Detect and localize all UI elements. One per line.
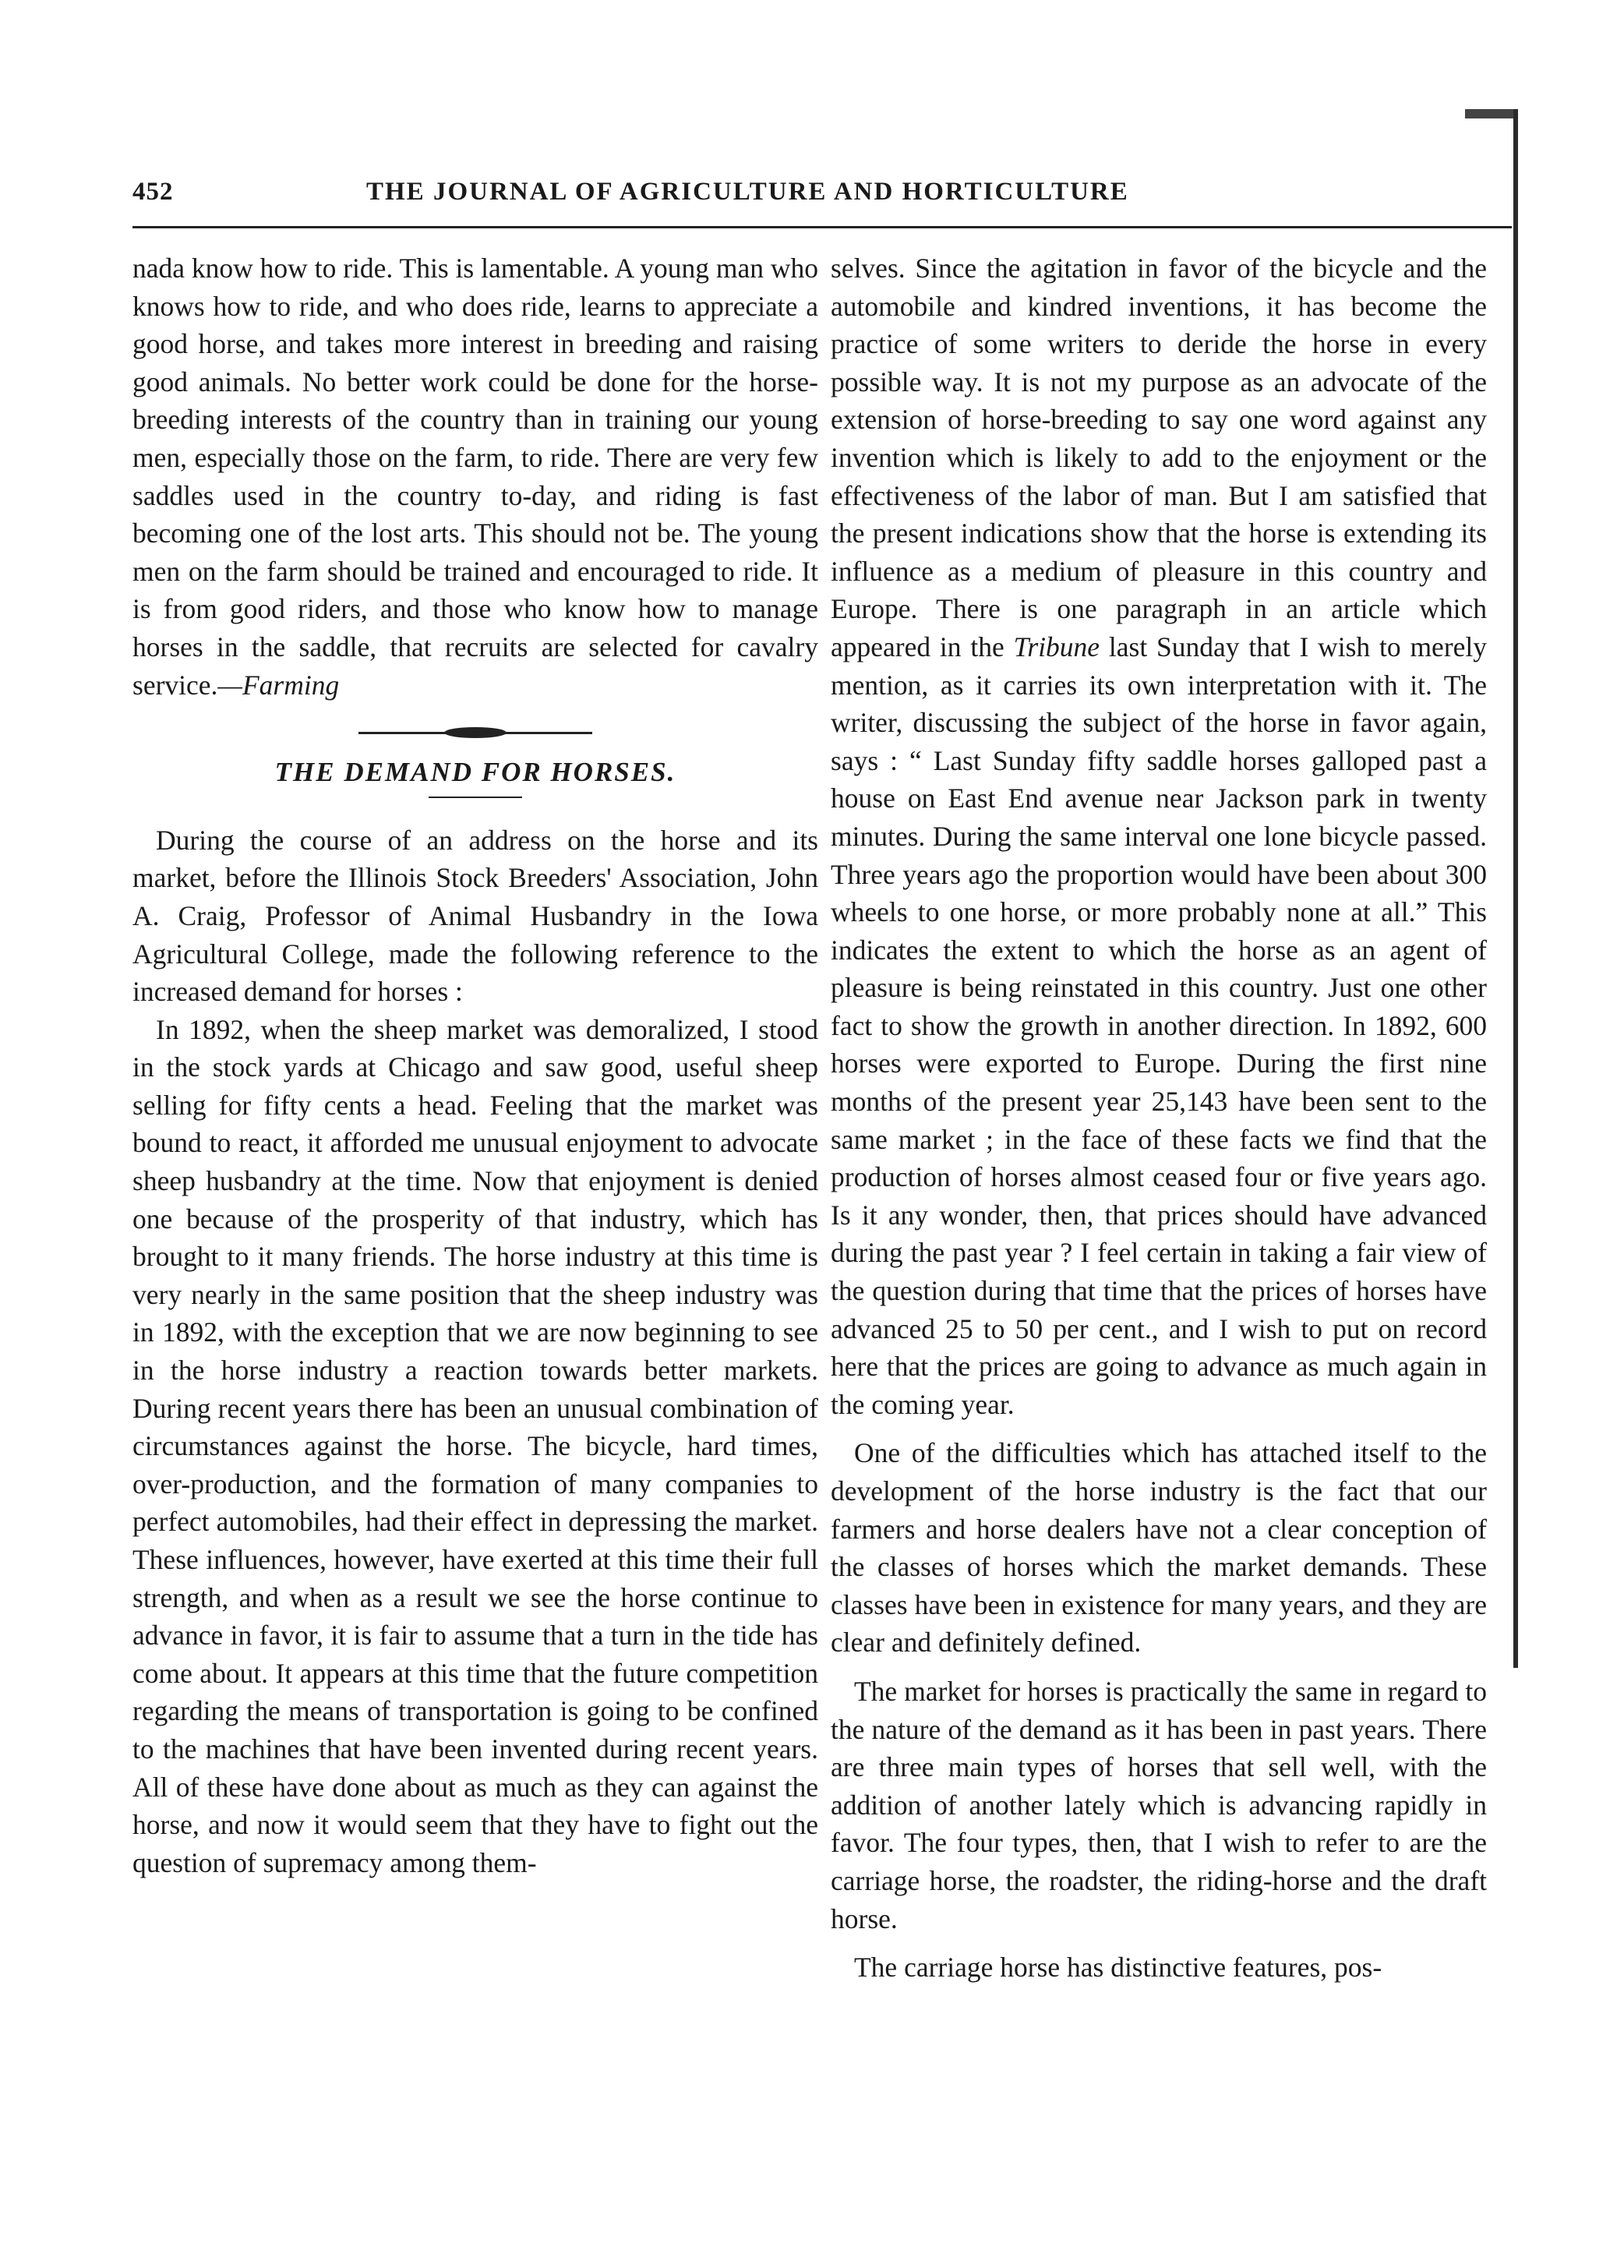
paragraph-gap bbox=[831, 1938, 1487, 1948]
paragraph-gap bbox=[831, 1423, 1487, 1434]
paragraph: The market for horses is practically the same in regard to the nature of the demand as it has been in past years. There are three main types of horses that sell well, with the addition of another lately which is advancing rapidly in favor. The four types, then, that I wish to refer to are the carriage horse, the roadster, the riding-horse and the draft horse. bbox=[831, 1675, 1487, 1934]
paragraph-text: selves. Since the agitation in favor of the bicycle and the automobile and kindred inventions, it has become the practice of some writers to deride the horse in every possible way. It is not my purpose as an advocate of the extension of horse-breeding to say one word against any invention which is likely to add to the enjoyment or the effectiveness of the labor of man. But I am satisfied that the present indications show that the horse is extending its influence as a medium of pleasure in this country and Europe. There is one paragraph in an article which appeared in the bbox=[831, 253, 1487, 662]
page-edge-corner bbox=[1465, 109, 1518, 118]
newspaper-name: Tribune bbox=[1013, 631, 1100, 662]
paragraph: During the course of an address on the horse and its market, before the Illinois Stock Breeders' Association, John A. Craig, Professor of Animal Husbandry in the Iowa Agricultural College, made the following reference to the increased demand for horses : bbox=[132, 824, 818, 1008]
paragraph bbox=[132, 249, 818, 704]
source-attribution: —Farming bbox=[217, 669, 340, 701]
paragraph-text: last Sunday that I wish to merely mention, as it carries its own interpretation with it. The writer, discussing the subject of the horse in favor again, says : “ Last Sunday fifty saddle horses galloped past a house on East End avenue near Jackson park in twenty minutes. During the same interval one lone bicycle passed. Three years ago the proportion would have been about 300 wheels to one horse, or more probably none at all.” This indicates the extent to which the horse as an agent of pleasure is being reinstated in this country. Just one other fact to show the growth in another direction. In 1892, 600 horses were exported to Europe. During the first nine months of the present year 25,143 have been sent to the same market ; in the face of these facts we find that the production of horses almost ceased four or five years ago. Is it any wonder, then, that prices should have advanced during the past year ? I feel certain in taking a fair view of the question during that time that the prices of horses have advanced 25 to 50 per cent., and I wish to put on record here that the prices are going to advance as much again in the coming year. bbox=[831, 631, 1488, 1420]
paragraph bbox=[831, 249, 1487, 1423]
page-edge-rule bbox=[1513, 109, 1518, 1668]
paragraph-gap bbox=[831, 1662, 1487, 1673]
right-column bbox=[831, 249, 1487, 1987]
section-ornament bbox=[358, 727, 592, 738]
paragraph: The carriage horse has distinctive features, pos- bbox=[854, 1952, 1382, 1984]
section-title: THE DEMAND FOR HORSES. bbox=[274, 757, 676, 788]
title-rule bbox=[429, 797, 522, 798]
ornament-center bbox=[444, 727, 507, 738]
page-header bbox=[132, 178, 1512, 217]
page-number: 452 bbox=[132, 178, 174, 206]
paragraph: In 1892, when the sheep market was demoralized, I stood in the stock yards at Chicago and saw good, useful sheep selling for fifty cents a head. Feeling that the market was bound to react, it afforded me unusual enjoyment to advocate sheep husbandry at the time. Now that enjoyment is denied one because of the prosperity of that industry, which has brought to it many friends. The horse industry at this time is very nearly in the same position that the sheep industry was in 1892, with the exception that we are now beginning to see in the horse industry a reaction towards better markets. During recent years there has been an unusual combination of circumstances against the horse. The bicycle, hard times, over-production, and the formation of many companies to perfect automobiles, had their effect in depressing the market. These influences, however, have exerted at this time their full strength, and when as a result we see the horse continue to advance in favor, it is fair to assume that a turn in the tide has come about. It appears at this time that the future competition regarding the means of transportation is going to be confined to the machines that have been invented during recent years. All of these have done about as much as they can against the horse, and now it would seem that they have to fight out the question of supremacy among them- bbox=[132, 1013, 818, 1878]
paragraph: One of the difficulties which has attached itself to the development of the horse industry is the fact that our farmers and horse dealers have not a clear conception of the classes of horses which the market demands. These classes have been in existence for many years, and they are clear and definitely defined. bbox=[831, 1437, 1487, 1659]
running-title: THE JOURNAL OF AGRICULTURE AND HORTICULTURE bbox=[366, 178, 1129, 206]
paragraph-text: nada know how to ride. This is lamentable. A young man who knows how to ride, and who does ride, learns to appreciate a good horse, and takes more interest in breeding and raising good animals. No better work could be done for the horse-breeding interests of the country than in training our young men, especially those on the farm, to ride. There are very few saddles used in the country to-day, and riding is fast becoming one of the lost arts. This should not be. The young men on the farm should be trained and encouraged to ride. It is from good riders, and those who know how to manage horses in the saddle, that recruits are selected for cavalry service. bbox=[132, 253, 818, 701]
header-rule bbox=[132, 226, 1512, 228]
left-column bbox=[132, 249, 818, 1881]
